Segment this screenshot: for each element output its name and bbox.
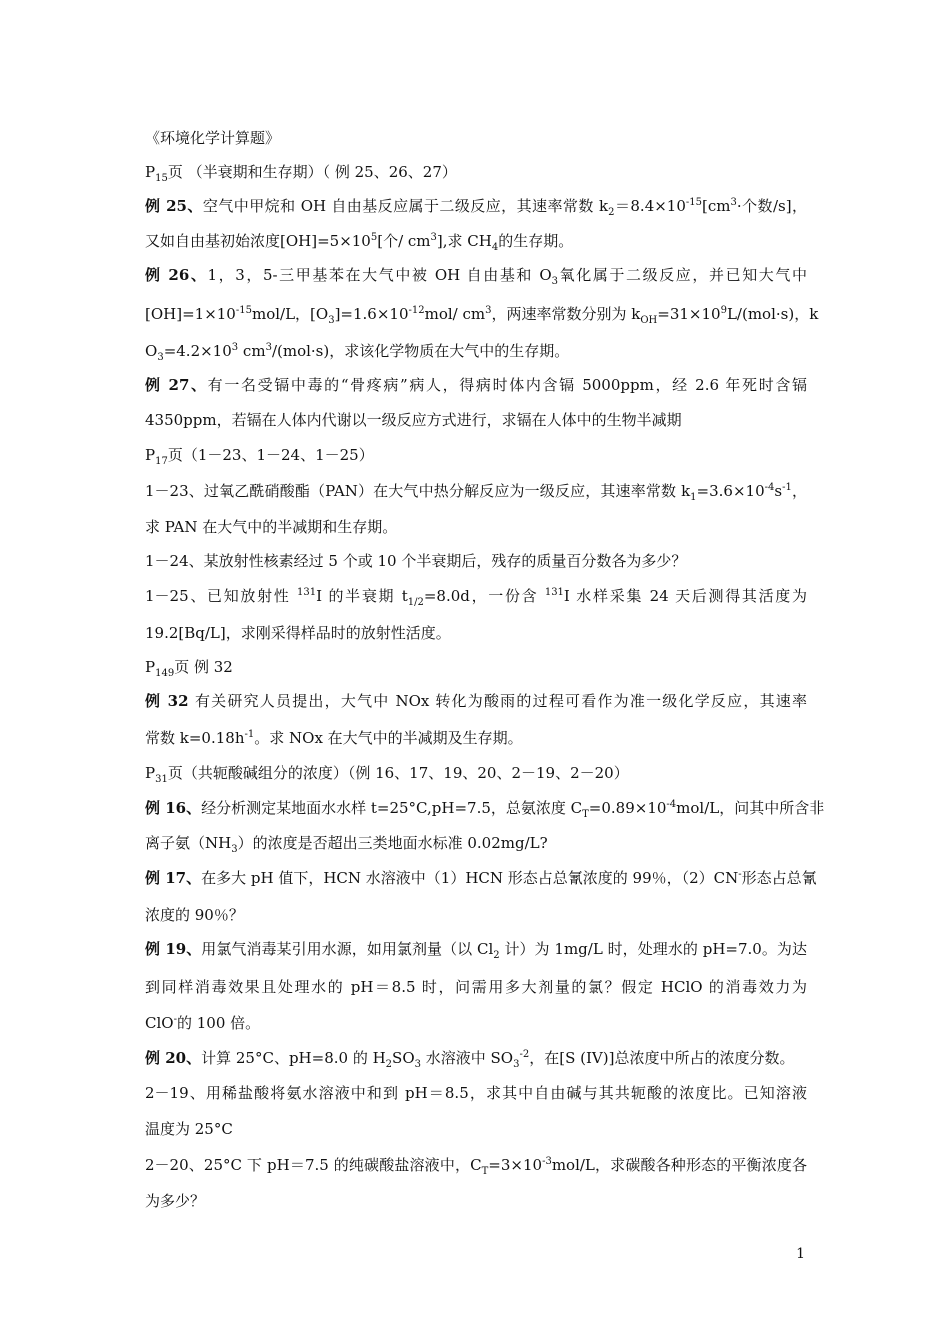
example-17-line-1: 例 17、在多大 pH 值下，HCN 水溶液中（1）HCN 形态占总氰浓度的 99％，（2）CN-形态占总氰 xyxy=(145,869,817,887)
example-17-line-2: 浓度的 90％？ xyxy=(145,906,244,924)
section-heading-p15: $P_{15}$页 （半衰期和生存期）（ 例 25、26、27） xyxy=(145,163,457,184)
example-16-line-2: 离子氨$(NH_3)$的浓度是否超出三类地面水标准 0.02mg/L? xyxy=(145,834,548,855)
section-heading-p31: $P_{31}$页（共轭酸碱组分的浓度）（例 16、17、19、20、2－19、2－20） xyxy=(145,764,629,785)
example-26-line-1: 例 26、1，3，5-三甲基苯在大气中被 OH 自由基和 $O_3$氧化属于二级反应，并已知大气中 xyxy=(145,266,807,287)
example-27-line-2: 4350ppm，若镉在人体内代谢以一级反应方式进行，求镉在人体中的生物半减期 xyxy=(145,411,682,429)
problem-2-20-line-1: 2－20、25°C 下 pH＝7.5 的纯碳酸盐溶液中，$C_T=3\times 10^{-3}mol/L$，求碳酸各种形态的平衡浓度各 xyxy=(145,1156,808,1177)
problem-1-25-line-1: 1－25、已知放射性 $^{131}$I 的半衰期 $t_{1/2}=8.0d$，一份含 $^{131}$I 水样采集 24 天后测得其活度为 xyxy=(145,587,807,608)
problem-1-23-line-2: 求 PAN 在大气中的半减期和生存期。 xyxy=(145,518,398,536)
section-heading-p149: $P_{149}$页 例 32 xyxy=(145,658,233,679)
example-26-line-3: $O_3=4.2\times 10^3$ $cm^3/(mol\cdot s)$，求该化学物质在大气中的生存期。 xyxy=(145,342,570,363)
example-25-line-1: 例 25、空气中甲烷和 OH 自由基反应属于二级反应，其速率常数 $k_2=8.4\times 10^{-15}[cm^3\cdot$个数/s]， xyxy=(145,197,808,218)
page-number: 1 xyxy=(796,1246,805,1262)
problem-2-20-line-2: 为多少？ xyxy=(145,1192,206,1210)
problem-1-25-line-2: 19.2[Bq/L]，求刚采得样品时的放射性活度。 xyxy=(145,624,451,642)
example-16-line-1: 例 16、经分析测定某地面水水样 t=25°C,pH=7.5，总氨浓度 $C_T=0.89\times 10^{-4}mol/L$，问其中所含非 xyxy=(145,799,825,820)
problem-2-19-line-1: 2－19、用稀盐酸将氨水溶液中和到 pH＝8.5，求其中自由碱与其共轭酸的浓度比。已知溶液 xyxy=(145,1084,807,1102)
example-27-line-1: 例 27、有一名受镉中毒的“骨疼病”病人，得病时体内含镉 5000ppm，经 2.6 年死时含镉 xyxy=(145,376,807,394)
example-19-line-2: 到同样消毒效果且处理水的 pH＝8.5 时，问需用多大剂量的氯？假定 HClO 的消毒效力为 xyxy=(145,978,807,996)
section-heading-p17: $P_{17}$页（1－23、1－24、1－25） xyxy=(145,446,374,467)
example-19-line-3: ClO-的 100 倍。 xyxy=(145,1014,261,1032)
problem-1-24: 1－24、某放射性核素经过 5 个或 10 个半衰期后，残存的质量百分数各为多少？ xyxy=(145,552,687,570)
example-19-line-1: 例 19、用氯气消毒某引用水源，如用氯剂量（以 $Cl_2$ 计）为 1mg/L 时，处理水的 pH=7.0。为达 xyxy=(145,940,807,961)
example-26-line-2: $[OH]=1\times 10^{-15}mol/L$，$[O_3]=1.6\times 10^{-12}mol/$ $cm^3$，两速率常数分别为 $k_{OH}=31\times 10^9L/(mol\cdot s)$，k xyxy=(145,305,819,326)
example-32-line-2: 常数 $k=0.18h^{-1}$。求 NOx 在大气中的半减期及生存期。 xyxy=(145,729,523,747)
example-20: 例 20、计算 25°C、pH=8.0 的 $H_2SO_3$ 水溶液中 $SO_3^{-2}$，在[S (IV)]总浓度中所占的浓度分数。 xyxy=(145,1049,795,1070)
example-25-line-2: 又如自由基初始浓度$[OH]=5\times 10^5$[个/ $cm^3$],求 $CH_4$的生存期。 xyxy=(145,232,574,253)
example-32-line-1: 例 32 有关研究人员提出，大气中 NOx 转化为酸雨的过程可看作为准一级化学反应，其速率 xyxy=(145,692,807,710)
document-title: 《环境化学计算题》 xyxy=(145,129,281,147)
problem-1-23-line-1: 1－23、过氧乙酰硝酸酯（PAN）在大气中热分解反应为一级反应，其速率常数 $k_1=3.6\times 10^{-4}s^{-1}$， xyxy=(145,482,807,503)
problem-2-19-line-2: 温度为 25°C xyxy=(145,1120,233,1138)
